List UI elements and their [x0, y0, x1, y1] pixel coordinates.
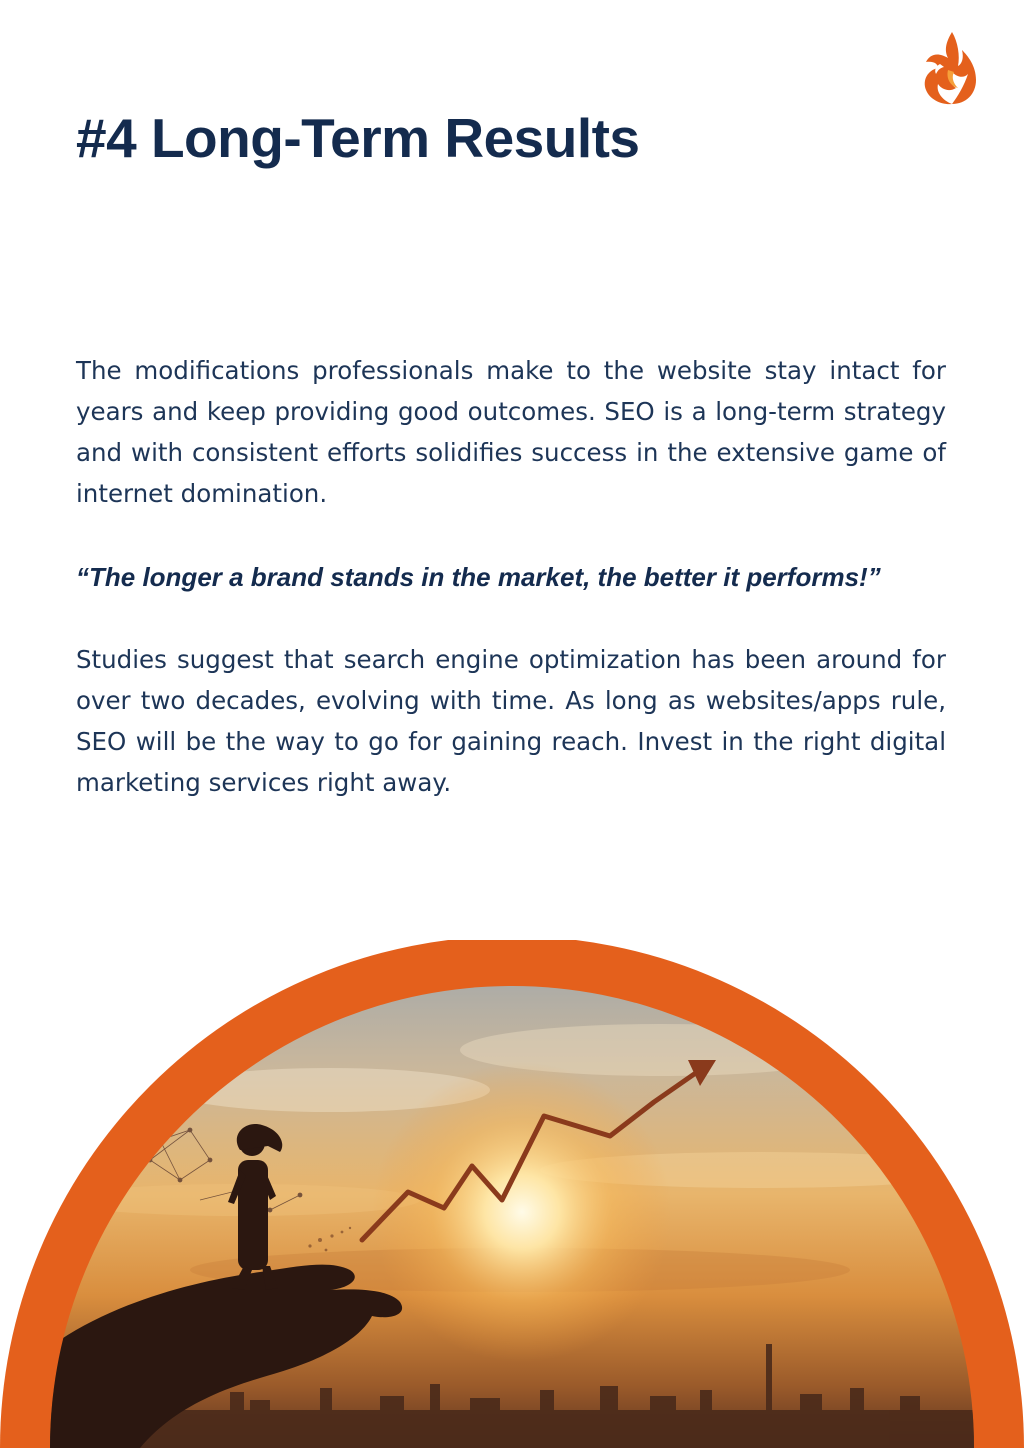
- page-title: #4 Long-Term Results: [76, 107, 640, 169]
- closing-paragraph: Studies suggest that search engine optimization has been around for over two decades, evolving with time. As long as websites/apps rule, SEO will be the way to go for gaining reach. Invest in the right digital marketing services right away.: [76, 645, 946, 797]
- sunset-growth-chart-illustration: [0, 940, 1024, 1448]
- fox-flame-icon: [918, 30, 980, 106]
- intro-paragraph: The modifications professionals make to the website stay intact for years and keep providing good outcomes. SEO is a long-term strategy and with consistent efforts solidifies success in the extensive game of internet domination.: [76, 356, 946, 508]
- pull-quote: “The longer a brand stands in the market, the better it performs!”: [76, 562, 881, 592]
